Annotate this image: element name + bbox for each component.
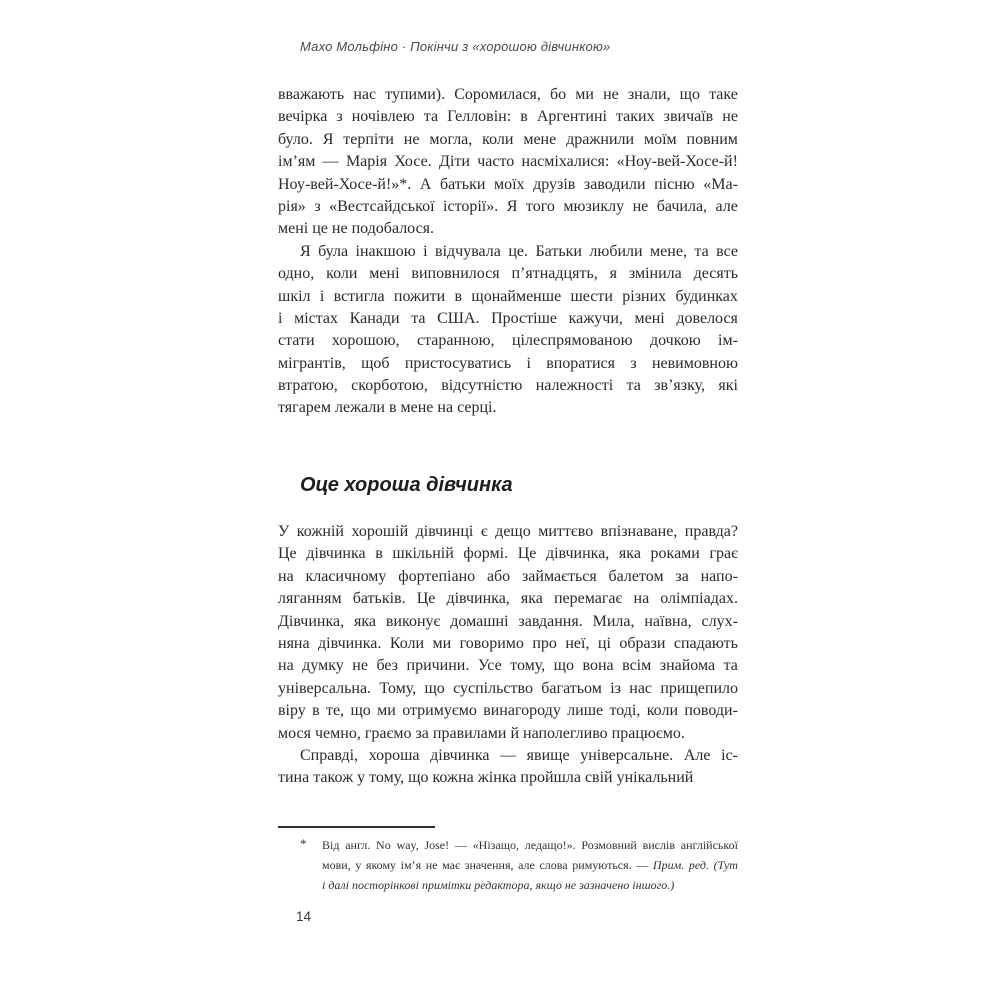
text-line: мігрантів, щоб пристосуватись і впоратися з невимовною xyxy=(278,354,738,372)
footnote-line: і далі посторінкові примітки редактора, якщо не зазначено іншого.) xyxy=(322,878,675,892)
text-line: віру в те, що ми отримуємо винагороду лише тоді, коли поводи- xyxy=(278,702,738,720)
body-text-before-heading xyxy=(278,84,738,420)
running-head: Махо Мольфіно · Покінчи з «хорошою дівчинкою» xyxy=(300,39,611,54)
text-line: на думку не без причини. Усе тому, що вона всім знайома та xyxy=(278,657,738,675)
text-line: Я була інакшою і відчувала це. Батьки любили мене, та все xyxy=(300,242,738,260)
text-line: рія» з «Вестсайдської історії». Я того мюзиклу не бачила, але xyxy=(278,197,738,215)
text-line: мося чемно, граємо за правилами й наполегливо працюємо. xyxy=(278,724,685,742)
text-line: стати хорошою, старанною, цілеспрямованою дочкою ім- xyxy=(278,332,738,350)
text-line: Справді, хороша дівчинка — явище універсальне. Але іс- xyxy=(300,746,738,764)
text-line: няна дівчинка. Коли ми говоримо про неї, ці образи спадають xyxy=(278,634,738,652)
text-line: одно, коли мені виповнилося п’ятнадцять, я змінила десять xyxy=(278,265,738,283)
footnote-text xyxy=(322,835,738,895)
paragraph xyxy=(278,745,738,790)
text-line: Ноу-вей-Хосе-й!»*. А батьки моїх друзів заводили пісню «Ма- xyxy=(278,175,738,193)
text-line: втратою, скорботою, відсутністю належності та зв’язку, які xyxy=(278,377,738,395)
text-line: тягарем лежали в мене на серці. xyxy=(278,399,497,417)
footnote-line: Від англ. No way, Jose! — «Нізащо, ледащо!». Розмовний вислів англійської xyxy=(322,838,738,852)
page-number: 14 xyxy=(296,909,312,924)
text-line: на класичному фортепіано або займається балетом за напо- xyxy=(278,567,738,585)
text-line: універсальна. Тому, що суспільство багатьом із нас прищепило xyxy=(278,679,738,697)
footnote xyxy=(278,835,738,895)
text-line: вечірка з ночівлею та Гелловін: в Аргентині таких звичаїв не xyxy=(278,108,738,126)
paragraph xyxy=(278,521,738,745)
text-line: і містах Канади та США. Простіше кажучи, мені довелося xyxy=(278,309,738,327)
text-line: було. Я терпіти не могла, коли мене дражнили моїм повним xyxy=(278,130,738,148)
text-line: Дівчинка, яка виконує домашні завдання. Мила, наївна, слух- xyxy=(278,612,738,630)
text-line: мені це не подобалося. xyxy=(278,220,435,238)
text-line: У кожній хорошій дівчинці є дещо миттєво впізнаване, правда? xyxy=(278,523,738,540)
body-text-after-heading xyxy=(278,521,738,790)
text-line: Це дівчинка в шкільній формі. Це дівчинка, яка роками грає xyxy=(278,545,738,563)
footnote-line: мови, у якому ім’я не має значення, але слова римуються. — Прим. ред. (Тут xyxy=(322,858,738,872)
paragraph xyxy=(278,241,738,420)
text-line: вважають нас тупими). Соромилася, бо ми не знали, що таке xyxy=(278,86,738,103)
paragraph xyxy=(278,84,738,241)
footnote-marker: * xyxy=(300,836,307,851)
text-line: ляганням батьків. Це дівчинка, яка перемагає на олімпіадах. xyxy=(278,590,738,608)
footnote-divider xyxy=(278,826,435,828)
text-line: ім’ям — Марія Хосе. Діти часто насміхалися: «Ноу-вей-Хосе-й! xyxy=(278,153,738,171)
text-line: тина також у тому, що кожна жінка пройшла свій унікальний xyxy=(278,769,694,787)
text-line: шкіл і встигла пожити в щонайменше шести різних будинках xyxy=(278,287,738,305)
section-heading: Оце хороша дівчинка xyxy=(300,474,513,496)
